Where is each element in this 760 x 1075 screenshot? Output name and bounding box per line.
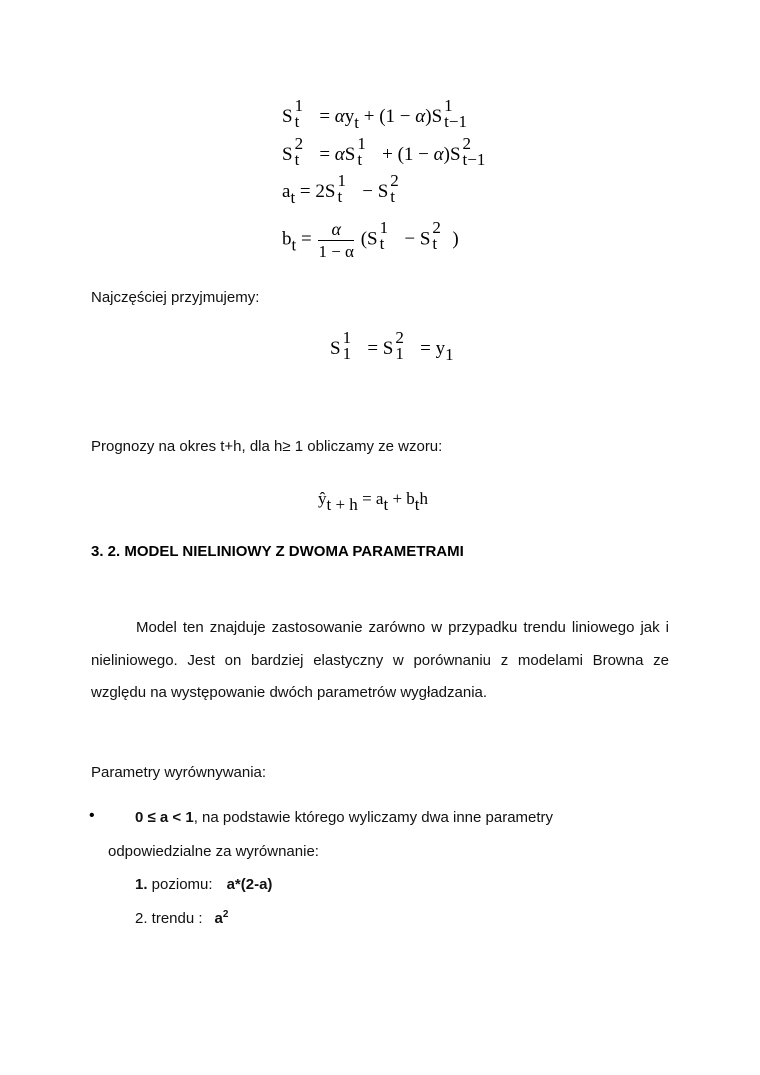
body-paragraph: Model ten znajduje zastosowanie zarówno w przypadku trendu liniowego jak i nieliniowego. Jest on bardziej elastyczny w porównaniu z modelami Browna ze względu na występowanie dwóch parametrów wygładzania. [91,619,669,701]
prognozy-text: Prognozy na okres t+h, dla h≥ 1 obliczamy ze wzoru: [91,438,443,455]
formula-b: bt = $\frac{\alpha}{1 - \alpha}$ (S 1 t − S 2 t ) [282,218,459,261]
bullet-bold-range: 0 ≤ a < 1 [135,809,194,826]
formula-init: S 1 1 = S 2 1 = y1 [330,328,454,364]
formula-s2: S 2 t = αS 1 t + (1 − α)S 2 t−1 [282,134,486,169]
list-item-trend: 2. trendu : $a^2$ [135,909,229,927]
formula-a: at = 2S 1 t − S 2 t [282,171,399,207]
najczesciej-text: Najczęściej przyjmujemy: [91,289,260,306]
parametry-text: Parametry wyrównywania: [91,764,267,781]
fraction: $\frac{\alpha}{1 - \alpha}$ [318,219,354,261]
section-heading: 3. 2. MODEL NIELINIOWY Z DWOMA PARAMETRAMI [91,543,464,560]
list-item-poziom: 1. poziomu: a*(2-a) [135,876,273,893]
bullet-symbol: • [89,807,95,824]
formula-forecast: ŷt + h = at + bth [318,489,429,514]
formula-s1: S 1 t = αyt + (1 − α)S 1 t−1 [282,96,467,132]
bullet-continuation: odpowiedzialne za wyrównanie: [108,843,319,860]
bullet-rest: , na podstawie którego wyliczamy dwa inne parametry [193,809,554,826]
bullet-line [135,809,553,826]
